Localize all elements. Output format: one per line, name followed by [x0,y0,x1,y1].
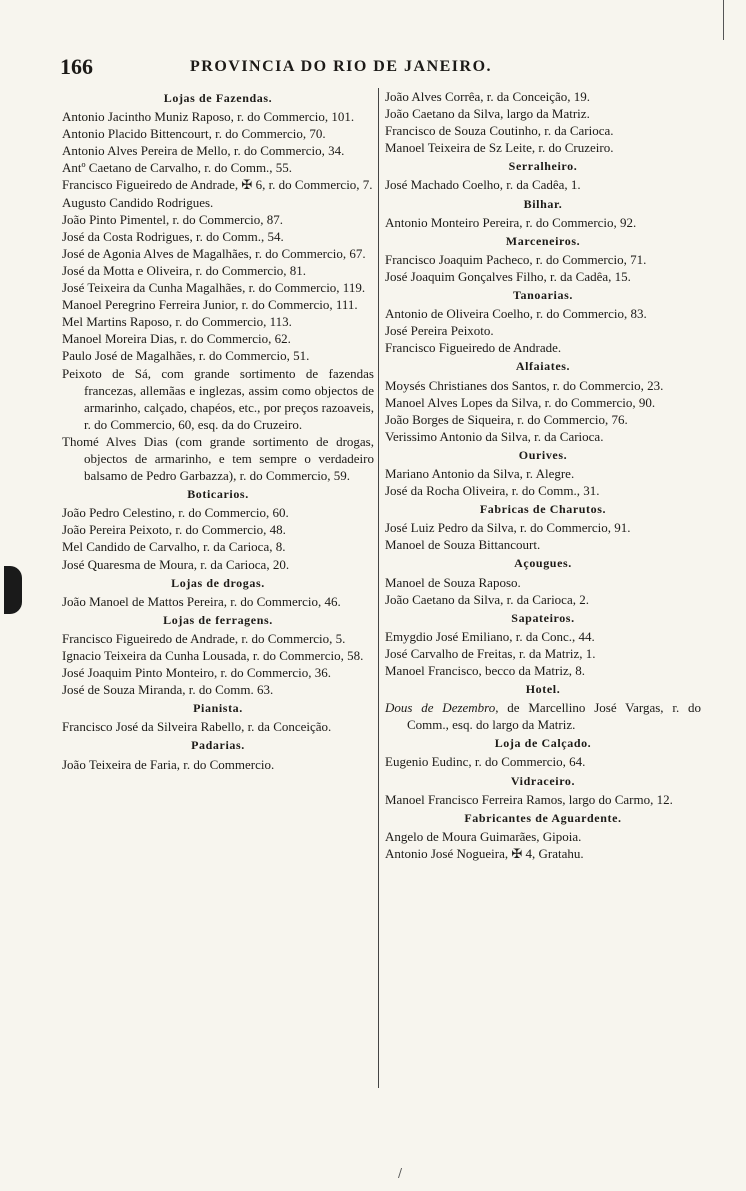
directory-section [62,90,374,484]
directory-entry: Francisco Figueiredo de Andrade, r. do Commercio, 5. [62,630,346,646]
directory-entry: João Pedro Celestino, r. do Commercio, 60. [62,505,289,521]
directory-entry: Mel Candido de Carvalho, r. da Carioca, 8. [62,539,286,555]
directory-entry: Moysés Christianes dos Santos, r. do Commercio, 23. [385,377,664,393]
directory-section [385,610,701,679]
directory-section [385,196,701,231]
section-heading: Bilhar. [523,196,563,211]
directory-section [385,735,701,770]
page-number: 166 [60,54,93,79]
page-edge-line [723,0,724,40]
directory-entry: José Luiz Pedro da Silva, r. do Commercio, 91. [385,520,631,536]
directory-entry: Francisco Figueiredo de Andrade, ✠ 6, r. do Commercio, 7. [62,177,373,193]
directory-entry: Manoel Francisco, becco da Matriz, 8. [385,663,585,678]
left-column [62,88,374,773]
directory-entry: Paulo José de Magalhães, r. do Commercio, 51. [62,348,310,364]
directory-section [62,575,374,610]
directory-entry: Antonio Placido Bittencourt, r. do Commercio, 70. [62,126,326,142]
directory-entry: Manoel Moreira Dias, r. do Commercio, 62. [62,331,291,347]
directory-section [385,447,701,499]
section-heading: Boticarios. [187,487,249,502]
directory-entry: José de Agonia Alves de Magalhães, r. do Commercio, 67. [62,245,366,261]
page-header [60,54,680,84]
directory-entry: Antonio de Oliveira Coelho, r. do Commercio, 83. [385,306,647,322]
directory-section [385,358,701,444]
directory-entry: Dous de Dezembro, de Marcellino José Vargas, r. do Comm., esq. do largo da Matriz. [385,700,701,733]
directory-entry: José de Souza Miranda, r. do Comm. 63. [62,682,274,698]
directory-entry: Peixoto de Sá, com grande sortimento de fazendas francezas, allemãas e inglezas, assim como objectos de armarinho, calçado, chapéos, etc., por preços razoaveis, r. do Commercio, 60, esq. da do Cruzeiro. [62,365,374,432]
directory-entry: João Pinto Pimentel, r. do Commercio, 87. [62,211,283,227]
directory-entry: Thomé Alves Dias (com grande sortimento de drogas, objectos de armarinho, e tem sempre o verdadeiro balsamo de Pedro Garbazza), r. do Commercio, 59. [62,433,374,484]
footer-mark: / [398,1166,403,1180]
directory-section [385,773,701,808]
directory-entry: José da Rocha Oliveira, r. do Comm., 31. [385,483,600,499]
directory-entry: João Teixeira de Faria, r. do Commercio. [62,756,275,772]
directory-section [385,233,701,285]
directory-entry: José Teixeira da Cunha Magalhães, r. do Commercio, 119. [62,280,366,296]
column-divider [378,88,379,1088]
directory-entry: José Pereira Peixoto. [385,323,494,339]
section-heading: Loja de Calçado. [494,736,592,751]
directory-section [62,737,374,772]
section-heading: Vidraceiro. [510,773,576,788]
directory-entry: Manoel Teixeira de Sz Leite, r. do Cruzeiro. [385,140,614,156]
directory-entry: José Joaquim Gonçalves Filho, r. da Cadêa, 15. [385,268,631,284]
directory-entry: Antonio Alves Pereira de Mello, r. do Commercio, 34. [62,143,345,159]
directory-entry: João Caetano da Silva, largo da Matriz. [385,106,590,122]
directory-section [385,158,701,193]
section-heading: Alfaiates. [515,359,571,374]
right-column [385,88,701,862]
directory-section [385,555,701,607]
directory-entry: Manoel Alves Lopes da Silva, r. do Commercio, 90. [385,394,656,410]
section-heading: Sapateiros. [511,610,575,625]
directory-entry: Antonio José Nogueira, ✠ 4, Gratahu. [385,845,584,861]
directory-entry: Manoel de Souza Bittancourt. [385,537,541,553]
section-heading: Fabricas de Charutos. [479,502,607,517]
directory-entry: Francisco Joaquim Pacheco, r. do Commercio, 71. [385,251,647,267]
directory-entry: João Manoel de Mattos Pereira, r. do Commercio, 46. [62,593,341,609]
directory-entry: Mel Martins Raposo, r. do Commercio, 113. [62,314,292,330]
directory-entry: Verissimo Antonio da Silva, r. da Carioca. [385,428,604,444]
directory-section [62,486,374,572]
directory-section [62,612,374,698]
directory-section [385,681,701,733]
section-heading: Hotel. [525,682,561,697]
directory-entry: Francisco de Souza Coutinho, r. da Carioca. [385,123,614,139]
directory-section [62,700,374,735]
directory-section [385,287,701,356]
ink-blot [4,566,22,614]
directory-entry: José Joaquim Pinto Monteiro, r. do Commercio, 36. [62,665,332,681]
directory-entry: Manoel Peregrino Ferreira Junior, r. do Commercio, 111. [62,297,358,313]
section-heading: Açougues. [514,556,572,571]
directory-entry: Francisco Figueiredo de Andrade. [385,340,562,356]
section-heading: Lojas de ferragens. [163,612,273,627]
section-heading: Pianista. [193,701,243,716]
directory-entry: Antonio Jacintho Muniz Raposo, r. do Commercio, 101. [62,109,355,125]
directory-entry: José da Costa Rodrigues, r. do Comm., 54. [62,228,284,244]
directory-entry: Eugenio Eudinc, r. do Commercio, 64. [385,754,586,770]
directory-entry: Manoel Francisco Ferreira Ramos, largo do Carmo, 12. [385,791,673,807]
directory-entry: Angelo de Moura Guimarães, Gipoia. [385,828,582,844]
directory-entry: Emygdio José Emiliano, r. da Conc., 44. [385,628,595,644]
section-heading: Lojas de drogas. [171,575,265,590]
directory-entry: Francisco José da Silveira Rabello, r. da Conceição. [62,719,332,735]
directory-section [385,501,701,553]
section-heading: Ourives. [518,447,568,462]
directory-entry: João Alves Corrêa, r. da Conceição, 19. [385,89,591,104]
directory-entry: Antº Caetano de Carvalho, r. do Comm., 55. [62,160,293,176]
directory-entry: João Caetano da Silva, r. da Carioca, 2. [385,591,589,607]
section-heading: Tanoarias. [513,288,573,303]
directory-entry: Antonio Monteiro Pereira, r. do Commercio, 92. [385,214,637,230]
section-heading: Padarias. [191,738,245,753]
section-heading: Fabricantes de Aguardente. [464,810,622,825]
directory-entry: José Carvalho de Freitas, r. da Matriz, 1. [385,645,596,661]
directory-entry: José da Motta e Oliveira, r. do Commercio, 81. [62,262,307,278]
directory-section [385,88,701,156]
directory-entry: João Pereira Peixoto, r. do Commercio, 48. [62,522,286,538]
page-title: PROVINCIA DO RIO DE JANEIRO. [190,58,493,75]
directory-entry: José Machado Coelho, r. da Cadêa, 1. [385,177,581,193]
section-heading: Marceneiros. [505,233,581,248]
directory-entry: José Quaresma de Moura, r. da Carioca, 20. [62,556,290,572]
section-heading: Serralheiro. [508,159,578,174]
directory-entry: Mariano Antonio da Silva, r. Alegre. [385,465,575,481]
section-heading: Lojas de Fazendas. [163,91,273,105]
directory-entry: Augusto Candido Rodrigues. [62,194,214,210]
directory-section [385,810,701,862]
directory-entry: Manoel de Souza Raposo. [385,574,521,590]
directory-entry: João Borges de Siqueira, r. do Commercio, 76. [385,411,628,427]
directory-entry: Ignacio Teixeira da Cunha Lousada, r. do Commercio, 58. [62,648,364,663]
